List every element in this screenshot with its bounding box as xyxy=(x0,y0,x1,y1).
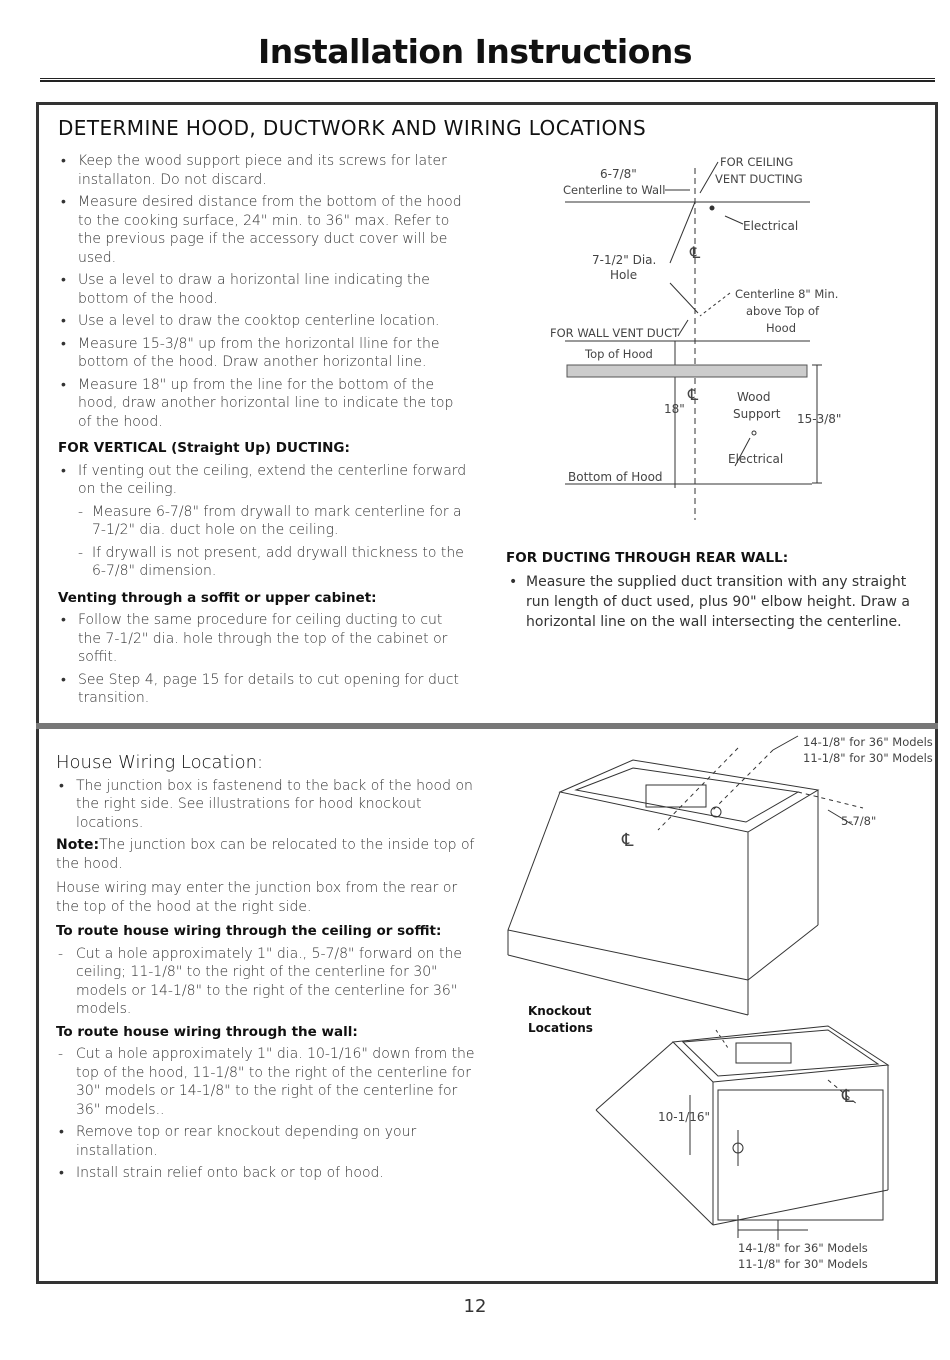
callout-label: FOR WALL VENT DUCT xyxy=(550,326,680,340)
callout-label: Locations xyxy=(528,1021,593,1035)
leader-line xyxy=(700,293,730,316)
list-item: • The junction box is fastenend to the back of the hood on the right side. See illustrations for hood knockout locations. xyxy=(56,777,476,833)
ceiling-route-heading: To route house wiring through the ceiling or soffit: xyxy=(56,923,442,939)
electrical-icon xyxy=(710,206,714,210)
leader-line xyxy=(798,792,863,808)
section-divider xyxy=(36,723,938,729)
callout-label: above Top of xyxy=(746,304,820,318)
list-item xyxy=(506,572,916,632)
hood-top-face xyxy=(560,760,818,832)
callout-label: FOR CEILING xyxy=(720,155,794,169)
dimension-label: 14-1/8" for 36" Models xyxy=(738,1241,868,1255)
dimension-label: 6-7/8" xyxy=(600,167,637,181)
centerline-icon: ℄ xyxy=(842,1086,854,1107)
callout-label: Hole xyxy=(610,268,638,282)
callout-label: Bottom of Hood xyxy=(568,470,663,484)
list-item-text: Measure the supplied duct transition with any straight run length of duct used, plus 90" elbow height. Draw a horizontal line on the wall intersecting the centerline. xyxy=(526,574,911,630)
list-item: • Follow the same procedure for ceiling ducting to cut the 7-1/2" dia. hole through the top of the cabinet or soffit. xyxy=(58,611,468,667)
hood-edge xyxy=(508,930,748,980)
title-rule xyxy=(40,78,935,82)
callout-label: Hood xyxy=(766,321,797,335)
callout-label: Top of Hood xyxy=(585,347,653,361)
leader-line xyxy=(773,736,798,750)
hood-edge xyxy=(508,792,560,930)
leader-line xyxy=(678,320,688,336)
hood-edge xyxy=(596,1110,713,1225)
hood-top-inner xyxy=(576,768,798,822)
page-title: Installation Instructions xyxy=(258,32,692,71)
note-label: Note: xyxy=(56,837,100,853)
house-wiring-heading: House Wiring Location: xyxy=(56,752,264,773)
knockout-diagram xyxy=(498,730,934,1278)
note xyxy=(56,836,476,873)
dimension-label: 11-1/8" for 30" Models xyxy=(803,751,933,765)
dimension-label: 14-1/8" for 36" Models xyxy=(803,735,933,749)
list-item: • Measure desired distance from the bottom of the hood to the cooking surface, 24" min. to 36" max. Refer to the previous page if the accessory duct cover will be used. xyxy=(58,193,468,267)
wood-support-band xyxy=(567,365,807,377)
dimension-label: 18" xyxy=(664,402,685,416)
wall-layout-diagram xyxy=(540,148,850,528)
callout-label: Electrical xyxy=(728,452,784,466)
knockout-top-icon xyxy=(646,785,706,807)
note-text: The junction box can be relocated to the inside top of the hood. xyxy=(56,837,475,872)
soffit-heading: Venting through a soffit or upper cabinet: xyxy=(58,589,377,606)
leader-line xyxy=(713,750,773,810)
dimension-label: 15-3/8" xyxy=(797,412,842,426)
list-item: • Remove top or rear knockout depending on your installation. xyxy=(56,1123,476,1160)
list-item: • Measure 15-3/8" up from the horizontal lline for the bottom of the hood. Draw another horizontal line. xyxy=(58,335,468,372)
list-item: • If venting out the ceiling, extend the centerline forward on the ceiling. xyxy=(58,462,468,499)
hood-edge xyxy=(596,1042,673,1110)
callout-label: Wood xyxy=(737,390,771,404)
wiring-paragraph: House wiring may enter the junction box from the rear or the top of the hood at the right side. xyxy=(56,880,458,915)
list-item: - If drywall is not present, add drywall thickness to the 6-7/8" dimension. xyxy=(58,544,468,581)
vertical-ducting-heading: FOR VERTICAL (Straight Up) DUCTING: xyxy=(58,440,350,456)
rear-wall-heading: FOR DUCTING THROUGH REAR WALL: xyxy=(506,550,789,566)
dimension-label: 5-7/8" xyxy=(841,814,877,828)
section-heading: DETERMINE HOOD, DUCTWORK AND WIRING LOCATIONS xyxy=(58,116,647,140)
page-number: 12 xyxy=(463,1296,487,1317)
callout-label: Knockout xyxy=(528,1004,592,1018)
dimension-label: 10-1/16" xyxy=(658,1110,711,1124)
knockout-top-icon xyxy=(736,1043,791,1063)
callout-label: 7-1/2" Dia. xyxy=(592,253,657,267)
centerline-icon: ℄ xyxy=(622,830,634,851)
wall-route-heading: To route house wiring through the wall: xyxy=(56,1023,358,1040)
list-item: • Use a level to draw a horizontal line indicating the bottom of the hood. xyxy=(58,271,468,308)
list-item: • Keep the wood support piece and its screws for later installaton. Do not discard. xyxy=(58,152,468,189)
dimension-label: 11-1/8" for 30" Models xyxy=(738,1257,868,1271)
centerline-icon: ℄ xyxy=(690,243,701,262)
list-item: • Use a level to draw the cooktop centerline location. xyxy=(58,312,468,331)
hood-edge xyxy=(748,925,818,980)
dimension-label: Centerline to Wall xyxy=(563,183,666,197)
rear-wall-instructions xyxy=(506,548,916,632)
knockout-hole-icon xyxy=(711,807,721,817)
callout-label: VENT DUCTING xyxy=(715,172,803,186)
callout-label: Centerline 8" Min. xyxy=(735,287,839,301)
hood-back-face xyxy=(718,1090,883,1220)
list-item: • See Step 4, page 15 for details to cut opening for duct transition. xyxy=(58,671,468,708)
leader-line xyxy=(670,283,698,313)
bullet-icon: • xyxy=(509,574,518,590)
callout-label: Support xyxy=(733,407,781,421)
wiring-instructions xyxy=(56,754,476,1187)
list-item: - Cut a hole approximately 1" dia. 10-1/16" down from the top of the hood, 11-1/8" to the right of the centerline for 30" models or 14-1/8" to the right of the centerline for 36" models.. xyxy=(56,1045,476,1119)
callout-label: Electrical xyxy=(743,219,799,233)
electrical-icon xyxy=(752,431,756,435)
list-item: - Measure 6-7/8" from drywall to mark centerline for a 7-1/2" dia. duct hole on the ceiling. xyxy=(58,503,468,540)
ductwork-instructions xyxy=(58,152,468,712)
leader-line xyxy=(658,748,738,830)
centerline-icon: ℄ xyxy=(688,385,699,404)
list-item: - Cut a hole approximately 1" dia., 5-7/8" forward on the ceiling; 11-1/8" to the right of the centerline for 30" models or 14-1/8" to the right of the centerline for 36" models. xyxy=(56,945,476,1019)
list-item: • Install strain relief onto back or top of hood. xyxy=(56,1164,476,1183)
leader-line xyxy=(725,216,743,224)
list-item: • Measure 18" up from the line for the bottom of the hood, draw another horizontal line to indicate the top of the hood. xyxy=(58,376,468,432)
